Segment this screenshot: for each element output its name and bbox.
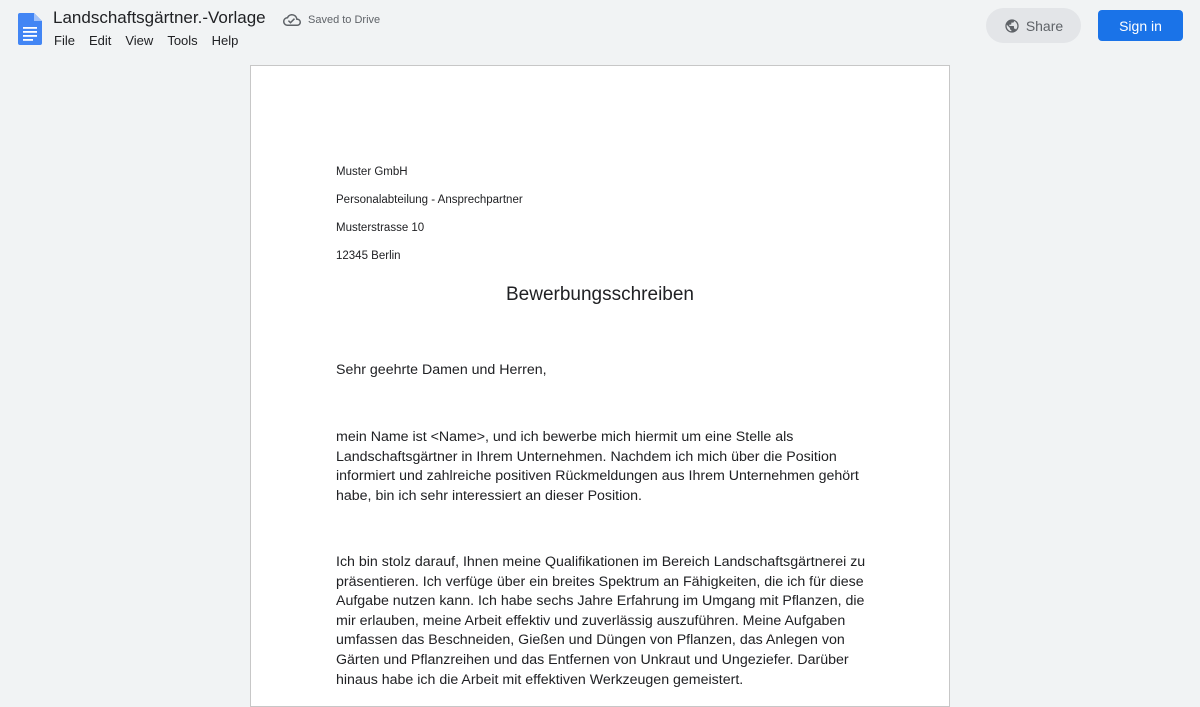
paragraph-intro: mein Name ist <Name>, und ich bewerbe mich hiermit um eine Stelle als Landschaftsgärtner in Ihrem Unternehmen. Nachdem ich mich über die Position informiert und zahlreiche positiven Rückmeldungen aus Ihrem Unternehmen gehört habe, bin ich sehr interessiert an dieser Position. (336, 429, 859, 504)
share-button[interactable] (986, 8, 1081, 43)
docs-logo-icon[interactable] (18, 13, 42, 45)
menu-tools[interactable]: Tools (167, 33, 198, 48)
menu-view[interactable]: View (125, 33, 154, 48)
menu-help[interactable]: Help (211, 33, 239, 48)
salutation: Sehr geehrte Damen und Herren, (336, 362, 547, 378)
address-line-street: Musterstrasse 10 (336, 222, 425, 234)
menu-file[interactable]: File (54, 33, 75, 48)
app-header (0, 0, 1200, 56)
document-title[interactable]: Landschaftsgärtner.-Vorlage (53, 8, 266, 27)
address-line-city: 12345 Berlin (336, 250, 401, 262)
menu-edit[interactable]: Edit (88, 33, 112, 48)
globe-icon (1004, 18, 1020, 34)
paragraph-qualifications: Ich bin stolz darauf, Ihnen meine Qualifikationen im Bereich Landschaftsgärtnerei zu präsentieren. Ich verfüge über ein breites Spektrum an Fähigkeiten, die ich für diese Aufgabe nutzen kann. Ich habe sechs Jahre Erfahrung im Umgang mit Pflanzen, die mir erlauben, meine Arbeit effektiv und zuverlässig auszuführen. Meine Aufgaben umfassen das Beschneiden, Gießen und Düngen von Pflanzen, das Anlegen von Gärten und Pflanzreihen und das Entfernen von Unkraut und Ungeziefer. Darüber hinaus habe ich die Arbeit mit effektiven Werkzeugen gemeistert. (336, 554, 866, 688)
cloud-done-icon (283, 11, 301, 29)
save-status[interactable] (283, 11, 380, 29)
menu-bar (47, 31, 245, 50)
address-line-company: Muster GmbH (336, 166, 408, 178)
sign-in-button[interactable]: Sign in (1098, 10, 1183, 41)
document-page[interactable] (250, 65, 950, 707)
document-heading: Bewerbungsschreiben (505, 284, 694, 305)
share-label: Share (1025, 17, 1064, 34)
address-line-department: Personalabteilung - Ansprechpartner (336, 194, 523, 206)
save-status-label: Saved to Drive (308, 14, 381, 26)
